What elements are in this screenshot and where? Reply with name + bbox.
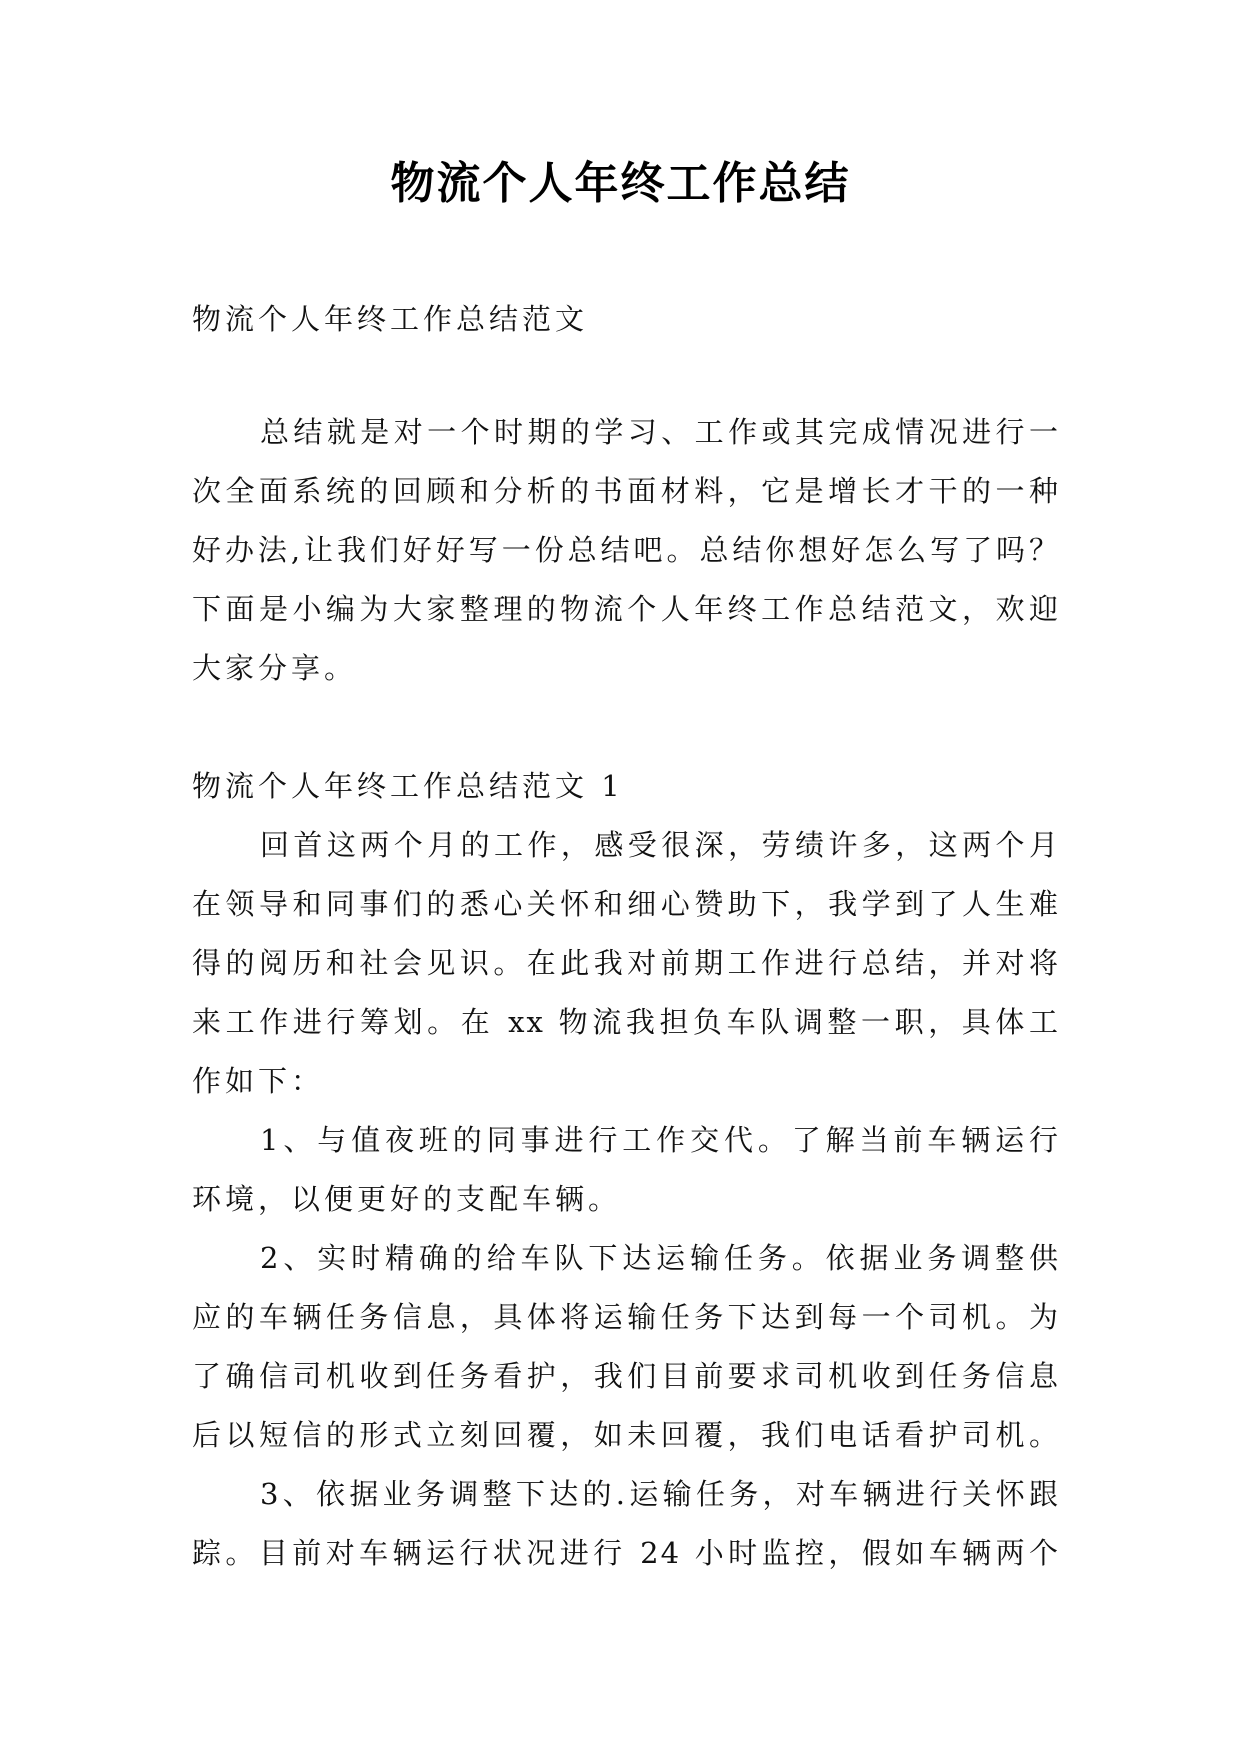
paragraph-line: 下面是小编为大家整理的物流个人年终工作总结范文，欢迎 <box>192 592 1060 626</box>
paragraph <box>192 816 1060 1111</box>
paragraph-line: 了确信司机收到任务看护，我们目前要求司机收到任务信息 <box>192 1359 1060 1393</box>
document-title: 物流个人年终工作总结 <box>390 158 851 209</box>
document-subtitle: 物流个人年终工作总结范文 <box>192 302 589 336</box>
paragraph-line: 在领导和同事们的悉心关怀和细心赞助下，我学到了人生难 <box>192 887 1060 921</box>
list-item-paragraph <box>192 1111 1060 1229</box>
paragraph-line: 来工作进行筹划。在 xx 物流我担负车队调整一职，具体工 <box>192 1005 1060 1039</box>
section-heading: 物流个人年终工作总结范文 1 <box>192 769 624 803</box>
paragraph-line: 环境，以便更好的支配车辆。 <box>192 1182 622 1216</box>
section-heading-block <box>192 757 1060 816</box>
paragraph-line: 次全面系统的回顾和分析的书面材料，它是增长才干的一种 <box>192 474 1060 508</box>
paragraph-line: 大家分享。 <box>192 651 358 685</box>
paragraph-line: 得的阅历和社会见识。在此我对前期工作进行总结，并对将 <box>192 946 1060 980</box>
paragraph-line: 作如下： <box>192 1064 325 1098</box>
list-item-paragraph <box>192 1229 1060 1465</box>
document-subtitle-block <box>192 290 1060 349</box>
paragraph-line: 应的车辆任务信息，具体将运输任务下达到每一个司机。为 <box>192 1300 1060 1334</box>
paragraph-line: 回首这两个月的工作，感受很深，劳绩许多，这两个月 <box>260 828 1060 862</box>
intro-paragraph <box>192 403 1060 698</box>
paragraph-line: 1、与值夜班的同事进行工作交代。了解当前车辆运行 <box>260 1123 1060 1157</box>
paragraph-line: 3、依据业务调整下达的.运输任务，对车辆进行关怀跟 <box>260 1477 1060 1511</box>
section-body <box>192 816 1060 1583</box>
paragraph-line: 踪。目前对车辆运行状况进行 24 小时监控，假如车辆两个 <box>192 1536 1060 1570</box>
paragraph-line: 2、实时精确的给车队下达运输任务。依据业务调整供 <box>260 1241 1060 1275</box>
paragraph-line: 后以短信的形式立刻回覆，如未回覆，我们电话看护司机。 <box>192 1418 1060 1452</box>
paragraph-line: 总结就是对一个时期的学习、工作或其完成情况进行一 <box>260 415 1060 449</box>
paragraph-line: 好办法,让我们好好写一份总结吧。总结你想好怎么写了吗？ <box>192 533 1060 567</box>
list-item-paragraph <box>192 1465 1060 1583</box>
